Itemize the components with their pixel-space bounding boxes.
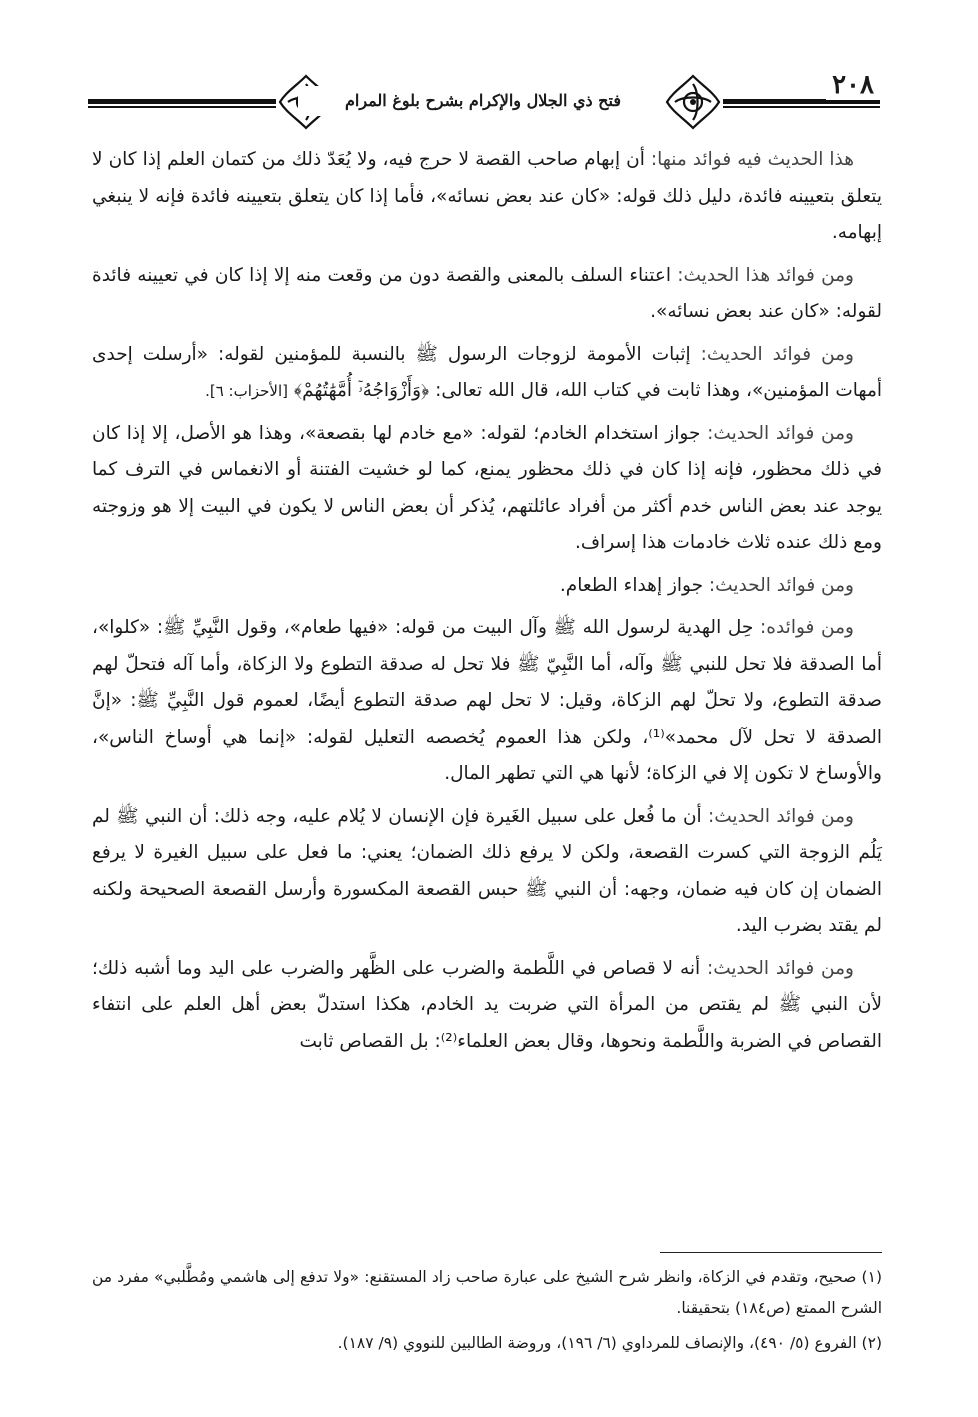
paragraph-lead: ومن فوائده: bbox=[760, 617, 854, 638]
running-title: فتح ذي الجلال والإكرام بشرح بلوغ المرام bbox=[298, 86, 668, 116]
paragraph-text: حِل الهدية لرسول الله ﷺ وآل البيت من قوله: «فيها طعام»، وقول النَّبِيِّ ﷺ: «كلوا»، أما الصدقة فلا تحل للنبي ﷺ وآله، أما النَّبِيّ ﷺ فلا تحل له صدقة التطوع ولا الزكاة، وأما آله فتحلّ لهم صدقة التطوع، ولا تحلّ لهم الزكاة، وقيل: لا تحل لهم صدقة التطوع أيضًا، لعموم قول النَّبِيِّ ﷺ: «إنَّ الصدقة لا تحل لآل محمد»⁽¹⁾، ولكن هذا العموم يُخصصه التعليل لقوله: «إنما هي أوساخ الناس»، والأوساخ لا تكون إلا في الزكاة؛ لأنها هي التي تطهر المال. bbox=[92, 617, 882, 784]
footnotes bbox=[92, 1262, 882, 1363]
paragraph bbox=[92, 258, 882, 331]
paragraph-text: جواز استخدام الخادم؛ لقوله: «مع خادم لها بقصعة»، وهذا هو الأصل، إلا إذا كان في ذلك محظور، فإنه إذا كان في ذلك محظور يمنع، كما لو خشيت الفتنة أو الانغماس في الترف كما يوجد عند بعض الناس خدم أكثر من أفراد عائلتهم، يُذكر أن بعض الناس لا يكون في البيت إلا هو وزوجته ومع ذلك عنده ثلاث خادمات هذا إسراف. bbox=[92, 422, 882, 553]
paragraph-text: أنه لا قصاص في اللَّطمة والضرب على الظَّهر والضرب على اليد وما أشبه ذلك؛ لأن النبي ﷺ لم يقتص من المرأة التي ضربت يد الخادم، هكذا استدلّ بعض أهل العلم على انتفاء القصاص في الضربة واللَّطمة ونحوها، وقال بعض العلماء⁽²⁾: بل القصاص ثابت bbox=[92, 957, 882, 1052]
quran-citation: [الأحزاب: ٦]. bbox=[205, 382, 288, 400]
paragraph-text: أن ما فُعل على سبيل الغَيرة فإن الإنسان لا يُلام عليه، وجه ذلك: أن النبي ﷺ لم يَلُم الزوجة التي كسرت القصعة، ولكن لا يرفع ذلك الضمان؛ يعني: ما فعل على سبيل الغيرة لا يرفع الضمان إن كان فيه ضمان، وجهه: أن النبي ﷺ حبس القصعة المكسورة وأرسل القصعة الصحيحة ولكنه لم يقتد بضرب اليد. bbox=[92, 805, 882, 936]
paragraph bbox=[92, 142, 882, 252]
page-header bbox=[88, 72, 880, 132]
footnote: (٢) الفروع (٥/ ٤٩٠)، والإنصاف للمرداوي (٦/ ١٩٦)، وروضة الطالبين للنووي (٩/ ١٨٧). bbox=[337, 1334, 882, 1352]
paragraph-lead: ومن فوائد الحديث: bbox=[700, 343, 854, 365]
footnote: (١) صحيح، وتقدم في الزكاة، وانظر شرح الشيخ على عبارة صاحب زاد المستقنع: «ولا تدفع إلى هاشمي ومُطَّلبي» مفرد من الشرح الممتع (ص١٨٤) بتحقيقنا. bbox=[92, 1268, 882, 1317]
paragraph-lead: ومن فوائد الحديث: bbox=[707, 422, 854, 444]
paragraph-text: اعتناء السلف بالمعنى والقصة دون من وقعت منه إلا إذا كان في تعيينه فائدة لقوله: «كان عند بعض نسائه». bbox=[92, 264, 882, 322]
paragraph bbox=[92, 951, 882, 1061]
paragraph-text: أن إبهام صاحب القصة لا حرج فيه، ولا يُعَدّ ذلك من كتمان العلم إذا كان لا يتعلق بتعيينه فائدة، دليل ذلك قوله: «كان عند بعض نسائه»، فأما إذا كان يتعلق بتعيينه فائدة فإنه لا ينبغي إبهامه. bbox=[92, 149, 882, 243]
paragraph-lead: ومن فوائد الحديث: bbox=[707, 957, 854, 979]
footnote-separator bbox=[660, 1252, 882, 1253]
paragraph-lead: ومن فوائد الحديث: bbox=[708, 805, 854, 827]
paragraph-lead: ومن فوائد هذا الحديث: bbox=[677, 264, 854, 286]
paragraph bbox=[92, 799, 882, 945]
page-number: ٢٠٨ bbox=[826, 70, 880, 100]
paragraph bbox=[92, 568, 882, 605]
paragraph bbox=[92, 337, 882, 410]
paragraph-lead: هذا الحديث فيه فوائد منها: bbox=[650, 149, 854, 170]
ornament-right-icon bbox=[663, 72, 723, 132]
main-text bbox=[92, 142, 882, 1066]
paragraph bbox=[92, 416, 882, 562]
paragraph-text: إثبات الأمومة لزوجات الرسول ﷺ بالنسبة للمؤمنين لقوله: «أرسلت إحدى أمهات المؤمنين»، وهذا ثابت في كتاب الله، قال الله تعالى: ﴿وَأَزْوَاجُهُۥٓ أُمَّهَٰتُهُمْ﴾ bbox=[92, 343, 882, 401]
paragraph-lead: ومن فوائد الحديث: bbox=[708, 574, 854, 596]
paragraph-text: جواز إهداء الطعام. bbox=[559, 574, 704, 596]
paragraph bbox=[92, 610, 882, 793]
